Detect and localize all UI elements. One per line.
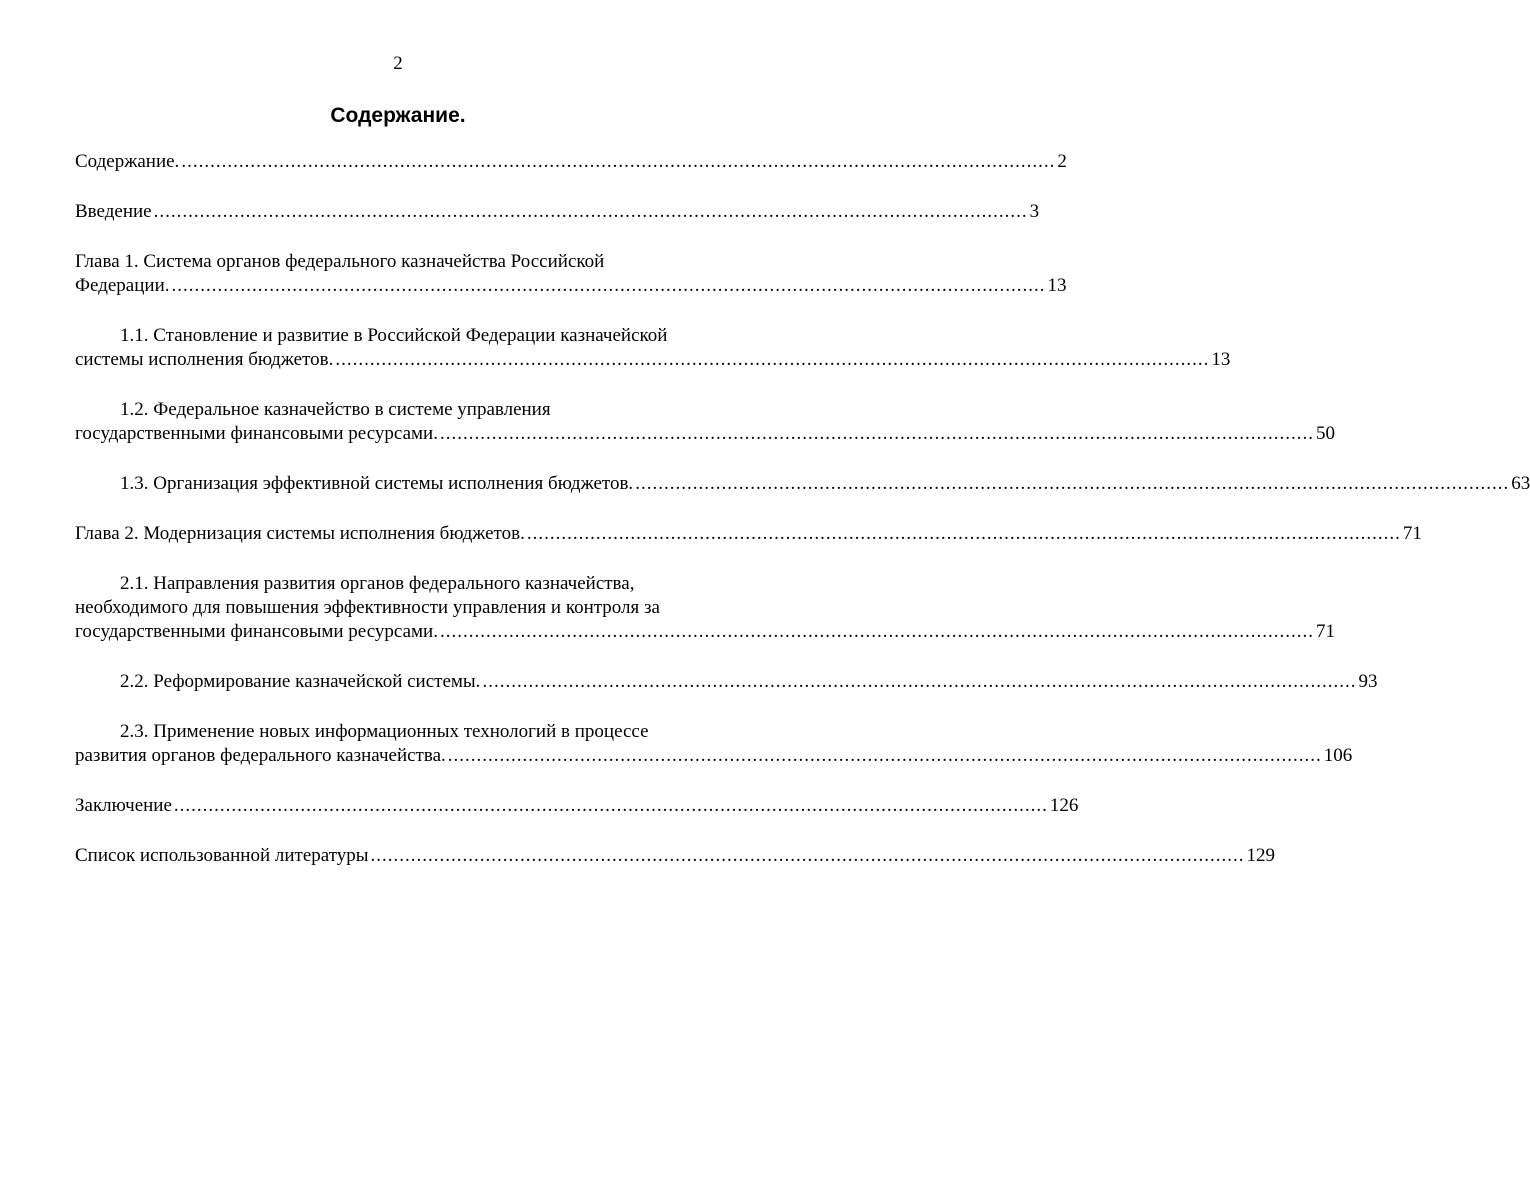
toc-entry-text: 2.2. Реформирование казначейской системы. bbox=[120, 671, 481, 692]
toc-entry-section-2-2[interactable] bbox=[75, 670, 1378, 694]
toc-entry-contents[interactable] bbox=[75, 150, 1067, 174]
toc-entry-text: Содержание. bbox=[75, 151, 180, 172]
toc-entry-text: 1.3. Организация эффективной системы исполнения бюджетов. bbox=[120, 473, 634, 494]
toc-leader-dots: ........................................................................................................................................................ bbox=[171, 275, 1046, 296]
toc-entry-chapter-2[interactable] bbox=[75, 522, 1422, 546]
toc-entry-chapter-1[interactable] bbox=[75, 250, 1067, 298]
toc-page-number: 93 bbox=[1358, 671, 1378, 692]
toc-entry-text-line: 2.1. Направления развития органов федерального казначейства, bbox=[120, 573, 635, 594]
toc-leader-dots: ........................................................................................................................................................ bbox=[335, 349, 1210, 370]
toc-entry-text: системы исполнения бюджетов. bbox=[75, 349, 334, 370]
toc-title: Содержание. bbox=[330, 104, 466, 127]
toc-page-number: 13 bbox=[1047, 275, 1067, 296]
toc-leader-dots: ........................................................................................................................................................ bbox=[635, 473, 1510, 494]
toc-page-number: 13 bbox=[1211, 349, 1231, 370]
toc-leader-dots: ........................................................................................................................................................ bbox=[153, 201, 1028, 222]
toc-entry-conclusion[interactable] bbox=[75, 794, 1079, 818]
toc-leader-dots: ........................................................................................................................................................ bbox=[439, 621, 1314, 642]
toc-leader-dots: ........................................................................................................................................................ bbox=[439, 423, 1314, 444]
toc-entry-text: Федерации. bbox=[75, 275, 170, 296]
toc-page-number: 63 bbox=[1511, 473, 1530, 494]
toc-entry-text: Введение bbox=[75, 201, 152, 222]
page-number: 2 bbox=[393, 53, 403, 74]
toc-page-number: 126 bbox=[1049, 795, 1079, 816]
toc-entry-text-line: 1.2. Федеральное казначейство в системе управления bbox=[120, 399, 551, 420]
toc-entry-text: развития органов федерального казначейства. bbox=[75, 745, 446, 766]
toc-leader-dots: ........................................................................................................................................................ bbox=[482, 671, 1357, 692]
toc-entry-section-2-3[interactable] bbox=[75, 720, 1353, 768]
toc-leader-dots: ........................................................................................................................................................ bbox=[181, 151, 1056, 172]
toc-entry-text-line: Глава 1. Система органов федерального казначейства Российской bbox=[75, 251, 605, 272]
toc-entry-section-1-2[interactable] bbox=[75, 398, 1335, 446]
toc-entry-section-1-1[interactable] bbox=[75, 324, 1231, 372]
toc-page-number: 71 bbox=[1402, 523, 1422, 544]
toc-entry-text: Глава 2. Модернизация системы исполнения бюджетов. bbox=[75, 523, 525, 544]
toc-entry-section-2-1[interactable] bbox=[75, 572, 1335, 644]
toc-entry-introduction[interactable] bbox=[75, 200, 1040, 224]
toc-entry-text: государственными финансовыми ресурсами. bbox=[75, 423, 438, 444]
toc-page-number: 129 bbox=[1246, 845, 1276, 866]
toc-entry-references[interactable] bbox=[75, 844, 1276, 868]
toc-entry-text-line: 2.3. Применение новых информационных технологий в процессе bbox=[120, 721, 649, 742]
toc-entry-text: государственными финансовыми ресурсами. bbox=[75, 621, 438, 642]
toc-entry-text-line: необходимого для повышения эффективности управления и контроля за bbox=[75, 597, 660, 618]
toc-entry-text-line: 1.1. Становление и развитие в Российской Федерации казначейской bbox=[120, 325, 668, 346]
toc-page-number: 3 bbox=[1029, 201, 1040, 222]
toc-page-number: 106 bbox=[1323, 745, 1353, 766]
toc-leader-dots: ........................................................................................................................................................ bbox=[173, 795, 1048, 816]
toc-page-number: 2 bbox=[1057, 151, 1067, 172]
toc-leader-dots: ........................................................................................................................................................ bbox=[447, 745, 1322, 766]
toc-entry-text: Заключение bbox=[75, 795, 172, 816]
toc-page-number: 50 bbox=[1315, 423, 1335, 444]
table-of-contents bbox=[75, 150, 1530, 894]
toc-page-number: 71 bbox=[1315, 621, 1335, 642]
toc-leader-dots: ........................................................................................................................................................ bbox=[370, 845, 1245, 866]
toc-entry-section-1-3[interactable] bbox=[75, 472, 1530, 496]
toc-leader-dots: ........................................................................................................................................................ bbox=[526, 523, 1401, 544]
toc-entry-text: Список использованной литературы bbox=[75, 845, 369, 866]
